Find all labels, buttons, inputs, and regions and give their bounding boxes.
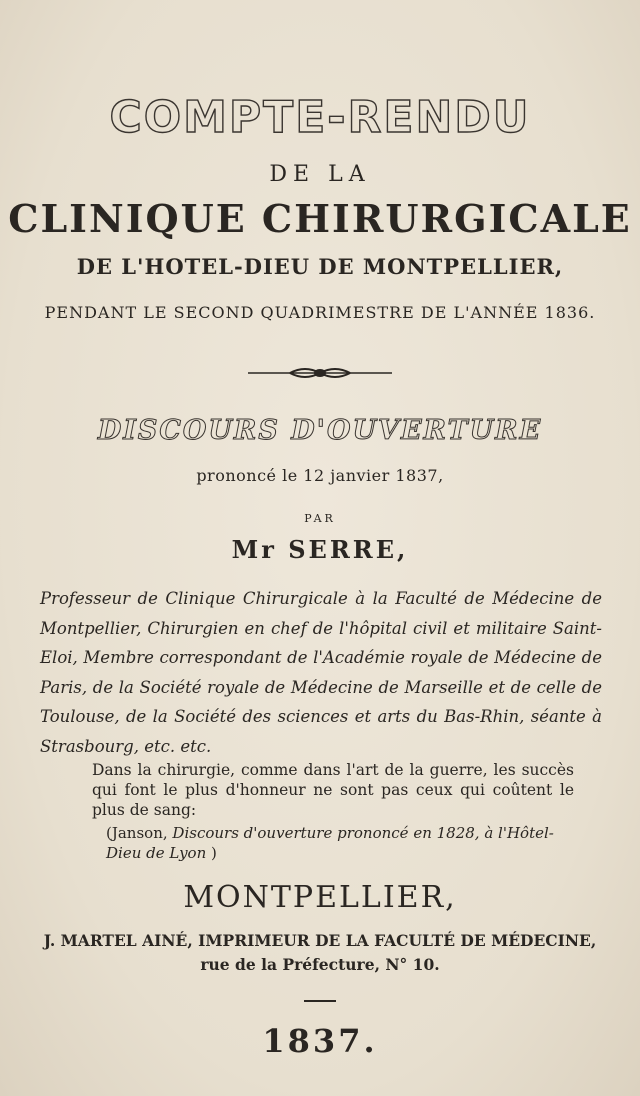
epigraph-source-end: ) — [211, 844, 217, 862]
imprint-city: MONTPELLIER, — [183, 880, 457, 915]
epigraph-source-work: Discours d'ouverture prononcé en 1828, à l'Hôtel-Dieu de Lyon — [106, 824, 554, 862]
period-line: PENDANT LE SECOND QUADRIMESTRE DE L'ANNÉE 1836. — [44, 303, 596, 322]
epigraph-source — [106, 823, 566, 863]
imprint-address: rue de la Préfecture, N° 10. — [200, 955, 440, 974]
author-titles: Professeur de Clinique Chirurgicale à la Faculté de Médecine de Montpellier, Chirurgien en chef de l'hôpital civil et militaire Saint-Eloi, Membre correspondant de l'Académie royale de Médecine de Paris, de la Société royale de Médecine de Marseille et de celle de Toulouse, de la Société des sciences et arts du Bas-Rhin, séante à Strasbourg, etc. etc. — [40, 589, 602, 756]
ornament-rule — [0, 364, 640, 382]
year-rule — [304, 1000, 336, 1002]
epigraph-source-name: (Janson, — [106, 824, 168, 842]
author-name: Mr SERRE, — [231, 535, 409, 564]
subtitle-de-la: DE LA — [269, 162, 371, 187]
title-discours-ouverture: DISCOURS D'OUVERTURE — [97, 415, 543, 446]
date-line: prononcé le 12 janvier 1837, — [196, 466, 444, 485]
title-clinique-chirurgicale: CLINIQUE CHIRURGICALE — [8, 196, 632, 241]
par-label: PAR — [304, 512, 336, 525]
title-compte-rendu: COMPTE-RENDU — [109, 92, 531, 143]
epigraph-quote: Dans la chirurgie, comme dans l'art de la guerre, les succès qui font le plus d'honneur ne sont pas ceux qui coûtent le plus de sang: — [92, 761, 574, 819]
subtitle-hotel-dieu: DE L'HOTEL-DIEU DE MONTPELLIER, — [76, 254, 564, 279]
imprint-printer: J. MARTEL AINÉ, IMPRIMEUR DE LA FACULTÉ DE MÉDECINE, — [43, 931, 597, 950]
imprint-year: 1837. — [262, 1022, 378, 1060]
